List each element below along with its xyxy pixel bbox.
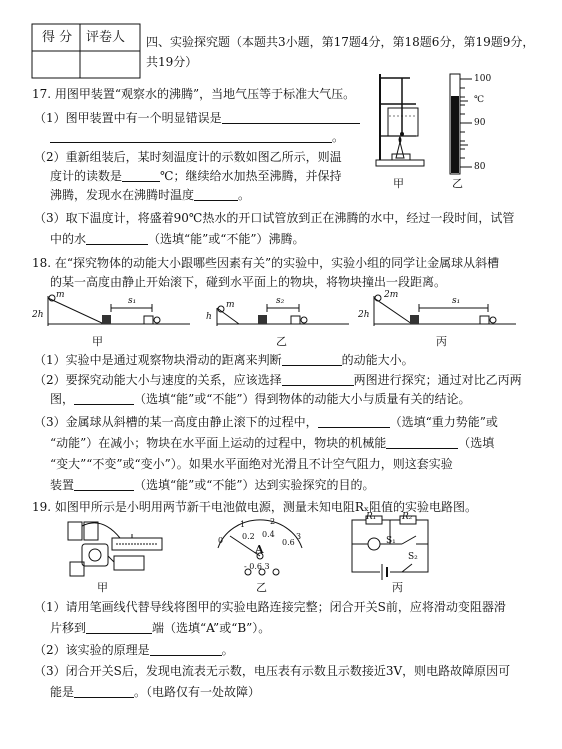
q19-part3-text: 能是: [50, 685, 75, 699]
q19-meter-tick-3: 3: [296, 532, 302, 541]
q17-therm-unit: ℃: [474, 95, 485, 105]
q17-therm-80: 80: [474, 162, 486, 172]
q19-circuit-r2: R₂: [402, 512, 413, 522]
score-table-col1: 得 分: [42, 30, 73, 45]
q18-part2-line2: [50, 392, 471, 406]
q18-part3-text6: （选填“能”或“不能”）达到实验探究的目的。: [134, 478, 375, 492]
q18-bing-dist: s₁: [452, 296, 461, 306]
q18-part3-text4: （选填: [458, 436, 495, 450]
q17-part3-line2: [50, 232, 305, 246]
q19-circuit-s2: S₂: [408, 552, 418, 562]
q17-part2-text3: 沸腾，发现水在沸腾时温度: [50, 188, 195, 202]
q18-part3-text2: （选填“重力势能”或: [389, 415, 498, 429]
q17-stem: 17. 用图甲装置“观察水的沸腾”，当地气压等于标准大气压。: [32, 87, 356, 101]
q17-part3-blank[interactable]: [86, 232, 148, 245]
q17-thermometer-figure: [446, 70, 496, 180]
q17-fig-jia-label: 甲: [393, 177, 404, 190]
q18-part2-line1: [34, 373, 522, 387]
q17-part3-line1: （3）取下温度计，将盛着90℃热水的开口试管放到正在沸腾的水中，经过一段时间，试管: [34, 211, 515, 225]
q17-part2-line2: [50, 169, 341, 183]
q19-part3-line2: [50, 685, 260, 699]
q18-part3-line3: “变大”“不变”或“变小”）。如果水平面绝对光滑且不计空气阻力，则这套实验: [50, 457, 453, 471]
q18-part1-text: （1）实验中是通过观察物块滑动的距离来判断: [34, 353, 282, 367]
q18-part3-text3: “动能”）在减小；物块在水平面上运动的过程中，物块的机械能: [50, 436, 387, 450]
q17-therm-100: 100: [474, 74, 492, 84]
q18-part3-line4: [50, 478, 375, 492]
q18-part1: [34, 353, 414, 367]
q17-therm-90: 90: [474, 118, 486, 128]
q17-part1-blank[interactable]: [222, 111, 360, 124]
q19-part1-text: 片移到: [50, 621, 87, 635]
q18-jia-dist: s₁: [128, 296, 137, 306]
q18-part2-text2: 两图进行探究；通过对比乙丙两: [353, 373, 522, 387]
q19-part1-line2: [50, 621, 270, 635]
q17-part1: [34, 111, 360, 125]
q18-yi-dist: s₂: [276, 296, 285, 306]
q19-part1-text2: 端（选填“A”或“B”）。: [152, 621, 271, 635]
q17-part2-blank1[interactable]: [122, 169, 160, 182]
q18-stem-line2: 的某一高度由静止开始滚下，碰到水平面上的物块，将物块撞出一段距离。: [50, 275, 447, 289]
q18-part3-blank1[interactable]: [318, 415, 390, 428]
score-table-col2: 评卷人: [86, 30, 126, 45]
q18-part3-line1: [34, 415, 498, 429]
q17-part2-blank2[interactable]: [194, 188, 238, 201]
q18-part3-text: （3）金属球从斜槽的某一高度由静止滚下的过程中，: [34, 415, 318, 429]
q18-jia-height: 2h: [32, 310, 44, 320]
q18-part3-blank2[interactable]: [386, 436, 458, 449]
q19-meter-terminals: - 0.6 3: [244, 562, 270, 571]
q19-stem: 19. 如图甲所示是小明用两节新干电池做电源，测量未知电阻Rₓ阻值的实验电路图。: [32, 500, 478, 514]
q19-circuit-r1: R₁: [366, 512, 377, 522]
q19-fig-bing-label: 丙: [392, 581, 403, 594]
q19-meter-tick-1: 1: [240, 520, 246, 529]
q17-part2-line1: （2）重新组装后，某时刻温度计的示数如图乙所示，则温: [34, 150, 342, 164]
q18-jia-mass: m: [56, 290, 65, 300]
q18-jia-label: 甲: [92, 335, 103, 348]
q17-part2-end: 。: [238, 188, 251, 202]
q18-part3-text5: 装置: [50, 478, 75, 492]
q17-part1-end: 。: [332, 130, 345, 144]
q18-stem-line1: 18. 在“探究物体的动能大小跟哪些因素有关”的实验中，实验小组的同学让金属球从斜槽: [32, 256, 500, 270]
q19-meter-letter: A: [255, 543, 264, 556]
q17-fig-yi-label: 乙: [452, 177, 463, 190]
q18-part2-text4: （选填“能”或“不能”）得到物体的动能大小与质量有关的结论。: [134, 392, 471, 406]
q19-meter-tick-06: 0.6: [282, 538, 295, 547]
q19-part2-end: 。: [221, 643, 234, 657]
q19-fig-jia-label: 甲: [97, 581, 108, 594]
q19-part1-line1: （1）请用笔画线代替导线将图甲的实验电路连接完整；闭合开关S前，应将滑动变阻器滑: [34, 600, 506, 614]
q18-part2-text3: 图，: [50, 392, 75, 406]
q18-bing-label: 丙: [436, 335, 447, 348]
q19-part3-blank[interactable]: [74, 685, 134, 698]
q18-part1-text2: 的动能大小。: [341, 353, 414, 367]
q18-part2-text: （2）要探究动能大小与速度的关系，应该选择: [34, 373, 282, 387]
q19-part2-blank[interactable]: [150, 643, 222, 656]
q19-meter-tick-0: 0: [218, 536, 224, 545]
q18-part3-blank3[interactable]: [74, 478, 134, 491]
q18-yi-height: h: [206, 312, 212, 322]
q17-part2-text: 度计的读数是: [50, 169, 123, 183]
q17-part2-text2: ℃；继续给水加热至沸腾，并保持: [160, 169, 342, 183]
q18-yi-mass: m: [226, 300, 235, 310]
q17-apparatus-figure: [372, 70, 432, 180]
q19-meter-tick-2: 2: [270, 517, 276, 526]
q19-figure-circuit: [346, 514, 432, 578]
section-title-cont: 共19分）: [146, 55, 198, 69]
q17-part1-blank2[interactable]: [50, 130, 332, 143]
q19-part3-text2: 。（电路仅有一处故障）: [134, 685, 261, 699]
q17-part3-text2: （选填“能”或“不能”）沸腾。: [148, 232, 305, 246]
q18-yi-label: 乙: [276, 335, 287, 348]
q19-meter-tick-02: 0.2: [242, 532, 255, 541]
q18-part3-line2: [50, 436, 494, 450]
q19-fig-yi-label: 乙: [256, 581, 267, 594]
q19-circuit-s1: S₁: [386, 536, 396, 546]
q18-bing-height: 2h: [358, 310, 370, 320]
q19-part1-blank[interactable]: [86, 621, 152, 634]
q18-part2-blank2[interactable]: [74, 392, 134, 405]
q18-bing-mass: 2m: [384, 290, 399, 300]
q17-part1-text: （1）图甲装置中有一个明显错误是: [34, 111, 222, 125]
q19-part2-text: （2）该实验的原理是: [34, 643, 150, 657]
q17-part1-line2: [50, 130, 344, 144]
q19-figure-apparatus: [62, 512, 172, 582]
q17-part2-line3: [50, 188, 250, 202]
section-title: 四、实验探究题（本题共3小题，第17题4分，第18题6分，第19题9分，: [146, 35, 535, 49]
q19-meter-tick-04: 0.4: [262, 530, 275, 539]
q19-part3-line1: （3）闭合开关S后，发现电流表无示数，电压表有示数且示数接近3V，则电路故障原因可: [34, 664, 511, 678]
q19-part2: [34, 643, 234, 657]
q18-part1-blank[interactable]: [282, 353, 342, 366]
q18-part2-blank1[interactable]: [282, 373, 354, 386]
q17-part3-text: 中的水: [50, 232, 87, 246]
